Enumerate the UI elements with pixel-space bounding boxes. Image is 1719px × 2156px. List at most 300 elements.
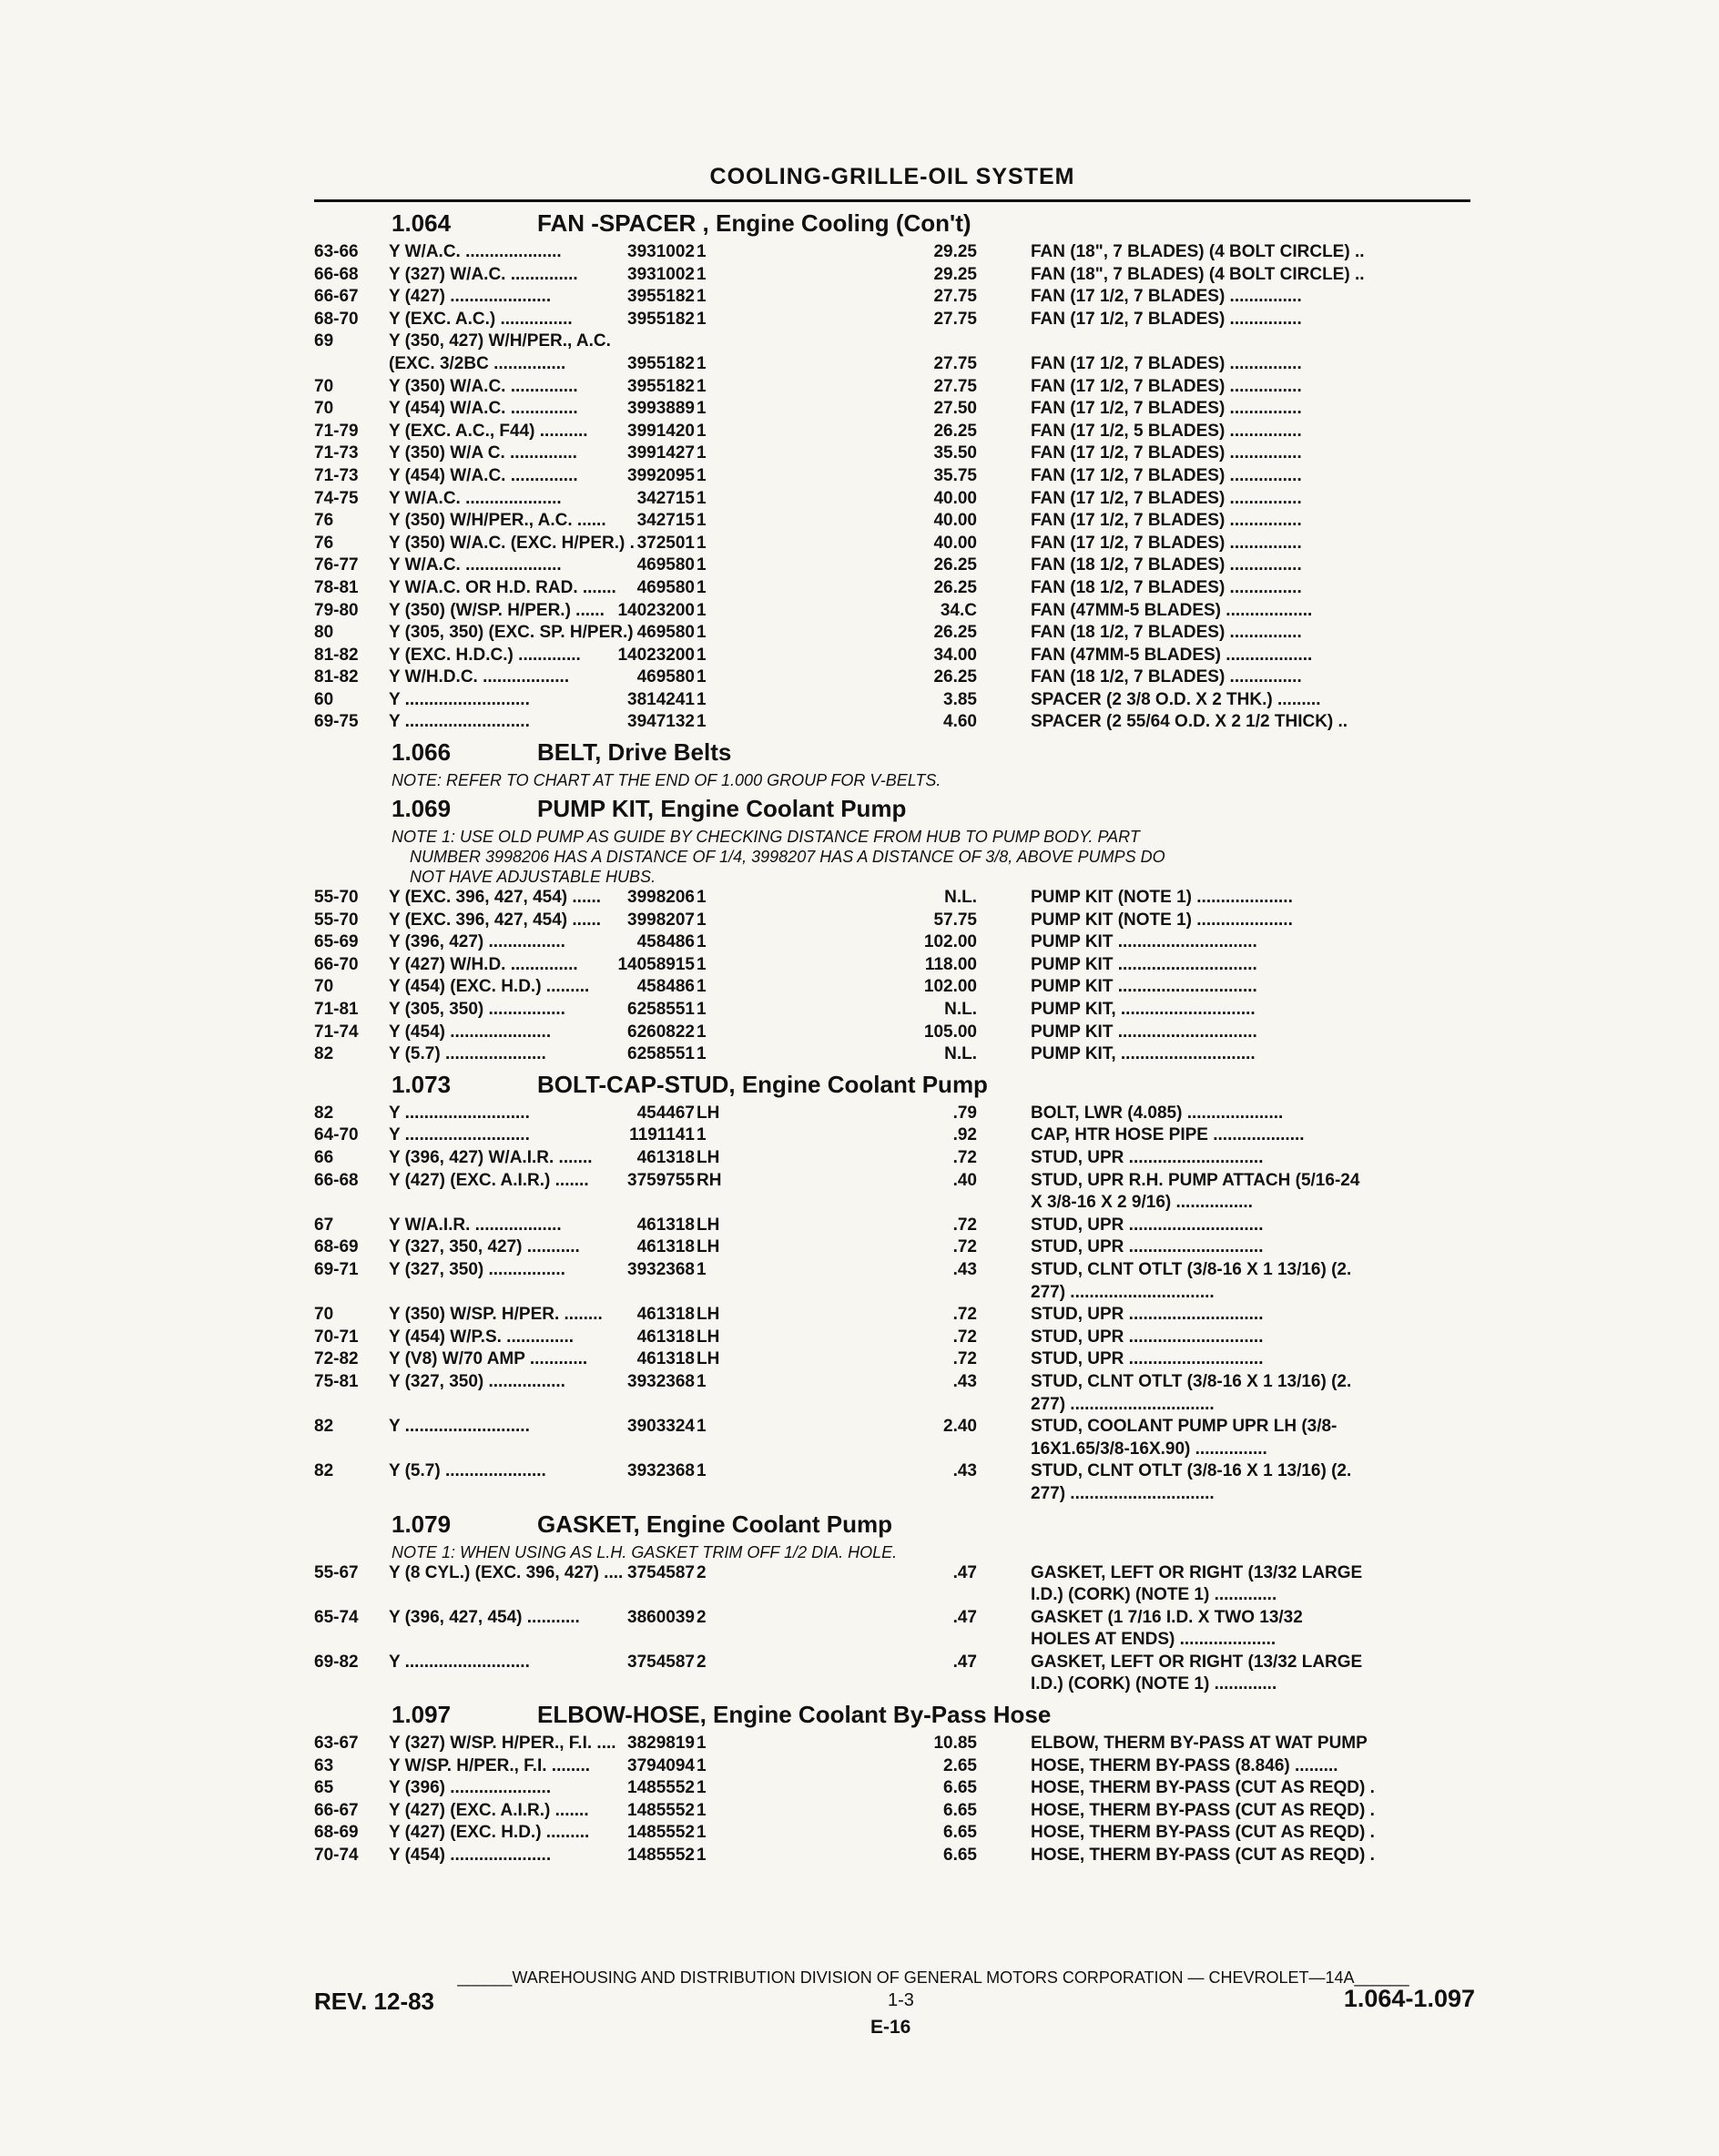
footer-page-number: 1-3 [888, 1990, 914, 2010]
quantity: 1 [697, 376, 707, 396]
part-number: 3794094 [627, 1755, 695, 1775]
table-row [314, 1147, 1480, 1170]
part-number: 469580 [636, 623, 695, 643]
application: Y W/A.C. .................... [389, 242, 562, 261]
model-years: 63-67 [314, 1734, 359, 1754]
description: PUMP KIT ............................. [1031, 932, 1257, 952]
model-years: 66-67 [314, 1800, 359, 1820]
price: .72 [952, 1148, 977, 1167]
application: Y (350) W/A.C. (EXC. H/PER.) . [389, 533, 635, 553]
quantity: 1 [697, 712, 707, 732]
section-number: 1.073 [392, 1070, 452, 1098]
quantity: 1 [697, 242, 707, 261]
table-row [314, 1460, 1480, 1483]
note-line: NOTE 1: USE OLD PUMP AS GUIDE BY CHECKING DISTANCE FROM HUB TO PUMP BODY. PART [392, 828, 1140, 847]
price: .72 [952, 1215, 977, 1235]
part-number: 458486 [636, 932, 695, 952]
table-row [314, 910, 1480, 932]
model-years: 74-75 [314, 488, 359, 508]
price: .72 [952, 1349, 977, 1369]
quantity: 1 [697, 932, 707, 952]
quantity: 1 [697, 623, 707, 643]
description: FAN (17 1/2, 7 BLADES) ............... [1031, 465, 1302, 485]
model-years: 66-68 [314, 1170, 359, 1190]
quantity: 1 [697, 443, 707, 463]
quantity: RH [697, 1170, 722, 1190]
section-number: 1.097 [392, 1701, 452, 1729]
section-heading [314, 1066, 1480, 1103]
price: 29.25 [933, 264, 977, 284]
price: 6.65 [943, 1823, 977, 1843]
quantity: 2 [697, 1607, 707, 1627]
application: Y (350) W/SP. H/PER. ........ [389, 1305, 603, 1325]
quantity: LH [697, 1349, 720, 1369]
price: .72 [952, 1305, 977, 1325]
table-row [314, 1733, 1480, 1755]
quantity: LH [697, 1327, 720, 1347]
table-row [314, 1652, 1480, 1674]
price: 26.25 [933, 623, 977, 643]
description: BOLT, LWR (4.085) .................... [1031, 1103, 1284, 1123]
model-years: 76-77 [314, 555, 359, 575]
description: FAN (18", 7 BLADES) (4 BOLT CIRCLE) .. [1031, 242, 1365, 261]
description: 16X1.65/3/8-16X.90) ............... [1031, 1439, 1267, 1459]
application: Y (396) ..................... [389, 1778, 552, 1798]
table-row [314, 1800, 1480, 1823]
section-heading [314, 734, 1480, 770]
part-number: 3998207 [627, 910, 695, 930]
table-row [314, 1124, 1480, 1147]
model-years: 75-81 [314, 1371, 359, 1391]
quantity: 1 [697, 1417, 707, 1437]
table-row [314, 309, 1480, 331]
model-years: 64-70 [314, 1125, 359, 1145]
application: Y (427) ..................... [389, 287, 552, 307]
price: 27.50 [933, 399, 977, 419]
application: Y (305, 350) ................ [389, 1000, 565, 1020]
part-number: 469580 [636, 555, 695, 575]
description: FAN (18 1/2, 7 BLADES) ............... [1031, 555, 1302, 575]
description: FAN (17 1/2, 5 BLADES) ............... [1031, 421, 1302, 441]
part-number: 3931002 [627, 242, 695, 261]
description: FAN (17 1/2, 7 BLADES) ............... [1031, 399, 1302, 419]
quantity: 1 [697, 353, 707, 373]
description: STUD, UPR ............................ [1031, 1327, 1264, 1347]
model-years: 55-67 [314, 1562, 359, 1582]
part-number: 1485552 [627, 1800, 695, 1820]
application: Y (327, 350) ................ [389, 1371, 565, 1391]
note-line: NOT HAVE ADJUSTABLE HUBS. [392, 868, 656, 887]
application: Y (V8) W/70 AMP ............ [389, 1349, 588, 1369]
application: Y (454) W/A.C. .............. [389, 465, 578, 485]
table-row [314, 331, 1480, 353]
quantity: 1 [697, 667, 707, 687]
section-heading [314, 1506, 1480, 1542]
price: 57.75 [933, 910, 977, 930]
price: 34.00 [933, 645, 977, 665]
part-number: 3754587 [627, 1652, 695, 1672]
description: HOSE, THERM BY-PASS (CUT AS REQD) . [1031, 1800, 1375, 1820]
table-row [314, 1022, 1480, 1044]
part-number: 1485552 [627, 1846, 695, 1866]
price: 40.00 [933, 488, 977, 508]
model-years: 68-69 [314, 1237, 359, 1257]
model-years: 69-82 [314, 1652, 359, 1672]
part-number: 3992095 [627, 465, 695, 485]
quantity: LH [697, 1148, 720, 1167]
section-number: 1.069 [392, 795, 452, 823]
application: Y (5.7) ..................... [389, 1461, 546, 1481]
model-years: 72-82 [314, 1349, 359, 1369]
description: FAN (17 1/2, 7 BLADES) ............... [1031, 488, 1302, 508]
part-number: 1485552 [627, 1778, 695, 1798]
quantity: 1 [697, 577, 707, 597]
description: PUMP KIT (NOTE 1) .................... [1031, 910, 1293, 930]
model-years: 82 [314, 1417, 334, 1437]
part-number: 3998206 [627, 888, 695, 908]
table-row [314, 1327, 1480, 1349]
quantity: 1 [697, 399, 707, 419]
part-number: 3955182 [627, 353, 695, 373]
price: 26.25 [933, 667, 977, 687]
description: STUD, UPR ............................ [1031, 1237, 1264, 1257]
price: 26.25 [933, 421, 977, 441]
model-years: 63 [314, 1755, 334, 1775]
price: 26.25 [933, 577, 977, 597]
part-number: 461318 [636, 1215, 695, 1235]
section-number: 1.079 [392, 1510, 452, 1538]
model-years: 71-74 [314, 1022, 359, 1042]
application: Y (350) W/H/PER., A.C. ...... [389, 511, 606, 531]
table-row [314, 1371, 1480, 1394]
price: 118.00 [924, 954, 977, 974]
part-number: 1485552 [627, 1823, 695, 1843]
price: .43 [952, 1259, 977, 1279]
model-years: 68-70 [314, 309, 359, 329]
model-years: 69-71 [314, 1259, 359, 1279]
table-row [314, 1673, 1480, 1696]
description: FAN (17 1/2, 7 BLADES) ............... [1031, 511, 1302, 531]
section-title: FAN -SPACER , Engine Cooling (Con't) [537, 209, 971, 237]
table-row [314, 711, 1480, 734]
section-heading [314, 790, 1480, 827]
quantity: 1 [697, 1778, 707, 1798]
part-number: 3931002 [627, 264, 695, 284]
application: Y (454) ..................... [389, 1022, 552, 1042]
note-line: NUMBER 3998206 HAS A DISTANCE OF 1/4, 3998207 HAS A DISTANCE OF 3/8, ABOVE PUMPS DO [392, 848, 1165, 867]
quantity: LH [697, 1103, 720, 1123]
section-title: ELBOW-HOSE, Engine Coolant By-Pass Hose [537, 1701, 1052, 1729]
table-row [314, 465, 1480, 488]
table-row [314, 622, 1480, 645]
part-number: 461318 [636, 1327, 695, 1347]
description: STUD, CLNT OTLT (3/8-16 X 1 13/16) (2. [1031, 1259, 1352, 1279]
table-row [314, 1845, 1480, 1867]
model-years: 76 [314, 511, 334, 531]
table-row [314, 376, 1480, 399]
application: Y (350, 427) W/H/PER., A.C. [389, 331, 611, 351]
application: Y (327, 350) ................ [389, 1259, 565, 1279]
quantity: 1 [697, 1823, 707, 1843]
table-row [314, 1416, 1480, 1439]
description: STUD, CLNT OTLT (3/8-16 X 1 13/16) (2. [1031, 1461, 1352, 1481]
model-years: 70 [314, 977, 334, 997]
quantity: 1 [697, 689, 707, 709]
footer-section-range: 1.064-1.097 [1343, 1985, 1475, 2012]
price: 40.00 [933, 533, 977, 553]
table-row [314, 1043, 1480, 1066]
table-row [314, 689, 1480, 712]
part-number: 3759755 [627, 1170, 695, 1190]
table-row [314, 1822, 1480, 1845]
application: Y W/A.I.R. .................. [389, 1215, 562, 1235]
price: 6.65 [943, 1800, 977, 1820]
description: PUMP KIT ............................. [1031, 977, 1257, 997]
application: Y (EXC. 396, 427, 454) ...... [389, 888, 602, 908]
quantity: 1 [697, 1000, 707, 1020]
section-title: GASKET, Engine Coolant Pump [537, 1510, 893, 1538]
application: Y (5.7) ..................... [389, 1044, 546, 1064]
quantity: 2 [697, 1652, 707, 1672]
part-number: 3993889 [627, 399, 695, 419]
price: N.L. [944, 888, 977, 908]
part-number: 3991420 [627, 421, 695, 441]
description: FAN (47MM-5 BLADES) .................. [1031, 600, 1313, 620]
model-years: 66 [314, 1148, 334, 1167]
model-years: 79-80 [314, 600, 359, 620]
parts-catalog-body [314, 205, 1480, 1867]
quantity: 1 [697, 511, 707, 531]
quantity: 1 [697, 1846, 707, 1866]
description: 277) .............................. [1031, 1394, 1215, 1414]
table-row [314, 353, 1480, 376]
table-row [314, 1562, 1480, 1585]
model-years: 81-82 [314, 645, 359, 665]
description: FAN (17 1/2, 7 BLADES) ............... [1031, 287, 1302, 307]
model-years: 66-70 [314, 954, 359, 974]
price: .47 [952, 1652, 977, 1672]
price: 3.85 [943, 689, 977, 709]
application: Y .......................... [389, 712, 530, 732]
price: 6.65 [943, 1778, 977, 1798]
model-years: 82 [314, 1044, 334, 1064]
table-row [314, 999, 1480, 1022]
description: HOSE, THERM BY-PASS (CUT AS REQD) . [1031, 1823, 1375, 1843]
application: Y (EXC. A.C., F44) .......... [389, 421, 588, 441]
part-number: 6260822 [627, 1022, 695, 1042]
price: 105.00 [923, 1022, 977, 1042]
description: STUD, CLNT OTLT (3/8-16 X 1 13/16) (2. [1031, 1371, 1352, 1391]
footer-publisher: ______WAREHOUSING AND DISTRIBUTION DIVISION OF GENERAL MOTORS CORPORATION — CHEVROLET—14A______ [457, 1968, 1409, 1987]
description: I.D.) (CORK) (NOTE 1) ............. [1031, 1674, 1277, 1694]
price: 26.25 [933, 555, 977, 575]
application: Y (EXC. A.C.) ............... [389, 309, 573, 329]
model-years: 71-81 [314, 1000, 359, 1020]
table-row [314, 1439, 1480, 1461]
model-years: 65-74 [314, 1607, 359, 1627]
quantity: 1 [697, 465, 707, 485]
application: Y W/H.D.C. .................. [389, 667, 570, 687]
price: 27.75 [933, 376, 977, 396]
application: Y (8 CYL.) (EXC. 396, 427) .... [389, 1562, 624, 1582]
description: ELBOW, THERM BY-PASS AT WAT PUMP [1031, 1734, 1368, 1754]
quantity: 1 [697, 1734, 707, 1754]
description: FAN (18 1/2, 7 BLADES) ............... [1031, 623, 1302, 643]
application: Y (454) W/A.C. .............. [389, 399, 578, 419]
application: Y (454) ..................... [389, 1846, 552, 1866]
application: Y .......................... [389, 1125, 530, 1145]
description: GASKET (1 7/16 I.D. X TWO 13/32 [1031, 1607, 1303, 1627]
application: Y W/A.C. OR H.D. RAD. ....... [389, 577, 616, 597]
model-years: 82 [314, 1461, 334, 1481]
description: STUD, UPR ............................ [1031, 1305, 1264, 1325]
table-row [314, 887, 1480, 910]
price: 27.75 [933, 309, 977, 329]
footer-stamp: E-16 [870, 2017, 911, 2038]
description: CAP, HTR HOSE PIPE ................... [1031, 1125, 1305, 1145]
description: X 3/8-16 X 2 9/16) ................ [1031, 1193, 1253, 1213]
section-note [392, 827, 1480, 887]
quantity: 1 [697, 488, 707, 508]
model-years: 71-73 [314, 443, 359, 463]
part-number: 3932368 [627, 1371, 695, 1391]
part-number: 14023200 [617, 645, 695, 665]
application: Y .......................... [389, 689, 530, 709]
price: 35.75 [933, 465, 977, 485]
part-number: 458486 [636, 977, 695, 997]
part-number: 372501 [636, 533, 695, 553]
part-number: 3932368 [627, 1259, 695, 1279]
table-row [314, 442, 1480, 465]
quantity: 1 [697, 1371, 707, 1391]
application: Y (EXC. 396, 427, 454) ...... [389, 910, 602, 930]
table-row [314, 286, 1480, 309]
model-years: 69 [314, 331, 334, 351]
quantity: LH [697, 1305, 720, 1325]
note-line: NOTE 1: WHEN USING AS L.H. GASKET TRIM OFF 1/2 DIA. HOLE. [392, 1542, 898, 1561]
table-row [314, 954, 1480, 977]
table-row [314, 1215, 1480, 1237]
price: 27.75 [933, 353, 977, 373]
application: Y (350) W/A C. .............. [389, 443, 577, 463]
description: FAN (18", 7 BLADES) (4 BOLT CIRCLE) .. [1031, 264, 1365, 284]
model-years: 71-73 [314, 465, 359, 485]
table-row [314, 1607, 1480, 1630]
model-years: 70 [314, 1305, 334, 1325]
part-number: 3991427 [627, 443, 695, 463]
price: 40.00 [933, 511, 977, 531]
model-years: 70 [314, 399, 334, 419]
part-number: 3955182 [627, 376, 695, 396]
footer-revision: REV. 12-83 [314, 1988, 435, 2015]
part-number: 454467 [636, 1103, 695, 1123]
model-years: 60 [314, 689, 334, 709]
part-number: 461318 [636, 1349, 695, 1369]
description: GASKET, LEFT OR RIGHT (13/32 LARGE [1031, 1562, 1363, 1582]
description: 277) .............................. [1031, 1282, 1215, 1302]
application: Y .......................... [389, 1417, 530, 1437]
application: Y W/A.C. .................... [389, 488, 562, 508]
model-years: 66-67 [314, 287, 359, 307]
quantity: 1 [697, 954, 707, 974]
part-number: 3754587 [627, 1562, 695, 1582]
table-row [314, 1259, 1480, 1282]
table-row [314, 1777, 1480, 1800]
application: Y W/SP. H/PER., F.I. ........ [389, 1755, 591, 1775]
part-number: 3955182 [627, 309, 695, 329]
model-years: 70 [314, 376, 334, 396]
part-number: 461318 [636, 1148, 695, 1167]
description: PUMP KIT, ............................ [1031, 1000, 1256, 1020]
model-years: 67 [314, 1215, 334, 1235]
model-years: 76 [314, 533, 334, 553]
section-title: BELT, Drive Belts [537, 738, 732, 767]
price: 29.25 [933, 242, 977, 261]
model-years: 81-82 [314, 667, 359, 687]
section-title: BOLT-CAP-STUD, Engine Coolant Pump [537, 1070, 988, 1098]
description: FAN (17 1/2, 7 BLADES) ............... [1031, 443, 1302, 463]
application: Y .......................... [389, 1652, 530, 1672]
part-number: 3955182 [627, 287, 695, 307]
table-row [314, 488, 1480, 511]
application: Y .......................... [389, 1103, 530, 1123]
section-number: 1.064 [392, 209, 452, 237]
table-row [314, 510, 1480, 533]
price: 27.75 [933, 287, 977, 307]
application: Y (305, 350) (EXC. SP. H/PER.) [389, 623, 634, 643]
model-years: 68-69 [314, 1823, 359, 1843]
description: HOSE, THERM BY-PASS (CUT AS REQD) . [1031, 1778, 1375, 1798]
part-number: 469580 [636, 577, 695, 597]
table-row [314, 931, 1480, 954]
quantity: 1 [697, 309, 707, 329]
table-row [314, 1584, 1480, 1607]
quantity: 1 [697, 645, 707, 665]
description: STUD, UPR ............................ [1031, 1148, 1264, 1167]
description: STUD, UPR ............................ [1031, 1215, 1264, 1235]
table-row [314, 1103, 1480, 1125]
application: Y (427) W/H.D. .............. [389, 954, 578, 974]
table-row [314, 1236, 1480, 1259]
part-number: 342715 [636, 488, 695, 508]
application: Y (350) W/A.C. .............. [389, 376, 578, 396]
application: Y (396, 427) W/A.I.R. ....... [389, 1148, 593, 1167]
price: .92 [952, 1125, 977, 1145]
description: FAN (17 1/2, 7 BLADES) ............... [1031, 309, 1302, 329]
model-years: 66-68 [314, 264, 359, 284]
section-heading [314, 205, 1480, 241]
application: Y (427) (EXC. A.I.R.) ....... [389, 1170, 589, 1190]
description: STUD, UPR ............................ [1031, 1349, 1264, 1369]
price: N.L. [944, 1044, 977, 1064]
part-number: 469580 [636, 667, 695, 687]
model-years: 80 [314, 623, 334, 643]
application: Y (327) W/A.C. .............. [389, 264, 578, 284]
table-row [314, 1170, 1480, 1193]
table-row [314, 421, 1480, 443]
quantity: 2 [697, 1562, 707, 1582]
model-years: 55-70 [314, 888, 359, 908]
part-number: 6258551 [627, 1044, 695, 1064]
model-years: 69-75 [314, 712, 359, 732]
table-row [314, 1755, 1480, 1778]
description: GASKET, LEFT OR RIGHT (13/32 LARGE [1031, 1652, 1363, 1672]
quantity: 1 [697, 1461, 707, 1481]
model-years: 63-66 [314, 242, 359, 261]
part-number: 461318 [636, 1237, 695, 1257]
application: Y (454) W/P.S. .............. [389, 1327, 575, 1347]
section-note [392, 770, 1480, 790]
